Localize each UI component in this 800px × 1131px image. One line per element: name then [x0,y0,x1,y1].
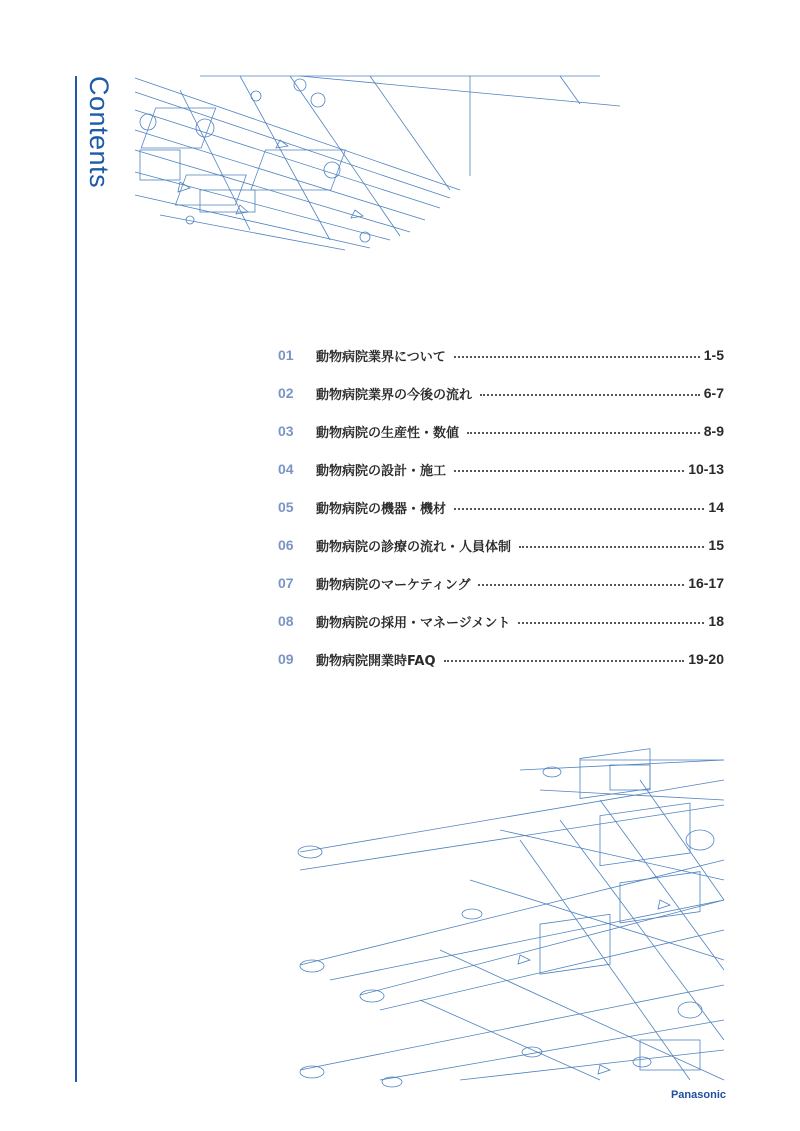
toc-page: 6-7 [703,385,724,401]
toc-number: 09 [278,651,294,667]
toc-page: 16-17 [688,575,724,591]
toc-number: 06 [278,537,294,553]
toc-label: 動物病院の生産性・数値 [316,425,460,441]
toc-label: 動物病院の設計・施工 [316,463,447,479]
toc-leader [454,470,684,472]
toc-leader [467,432,700,434]
toc-number: 04 [278,461,294,477]
toc-leader [444,660,685,662]
toc-leader [518,622,704,624]
toc-row-04[interactable] [278,450,724,488]
toc-page: 8-9 [703,423,724,439]
blueprint-top [135,76,620,250]
toc-leader [519,546,704,548]
page-title: Contents [84,76,114,189]
table-of-contents [278,336,724,678]
toc-page: 15 [708,537,724,553]
toc-row-01[interactable] [278,336,724,374]
toc-number: 02 [278,385,294,401]
toc-row-07[interactable] [278,564,724,602]
toc-row-08[interactable] [278,602,724,640]
toc-leader [480,394,700,396]
toc-label: 動物病院業界について [316,349,446,365]
toc-label: 動物病院の診療の流れ・人員体制 [316,539,512,555]
toc-label: 動物病院のマーケティング [316,577,471,593]
toc-number: 08 [278,613,294,629]
panasonic-logo: Panasonic [670,1089,726,1101]
toc-number: 05 [278,499,294,515]
toc-label: 動物病院業界の今後の流れ [316,387,473,403]
toc-row-09[interactable] [278,640,724,678]
toc-page: 19-20 [688,651,724,667]
toc-leader [478,584,684,586]
toc-page: 1-5 [703,347,724,363]
blueprint-bottom [298,749,724,1087]
toc-row-05[interactable] [278,488,724,526]
toc-leader [454,356,700,358]
toc-leader [454,508,704,510]
toc-label: 動物病院の採用・マネージメント [316,615,511,631]
toc-label: 動物病院の機器・機材 [316,501,447,517]
toc-number: 03 [278,423,294,439]
toc-page: 14 [708,499,724,515]
toc-page: 18 [708,613,724,629]
toc-row-06[interactable] [278,526,724,564]
toc-page: 10-13 [688,461,724,477]
toc-label: 動物病院開業時FAQ [316,653,436,669]
toc-number: 07 [278,575,294,591]
toc-row-03[interactable] [278,412,724,450]
toc-row-02[interactable] [278,374,724,412]
toc-number: 01 [278,347,294,363]
